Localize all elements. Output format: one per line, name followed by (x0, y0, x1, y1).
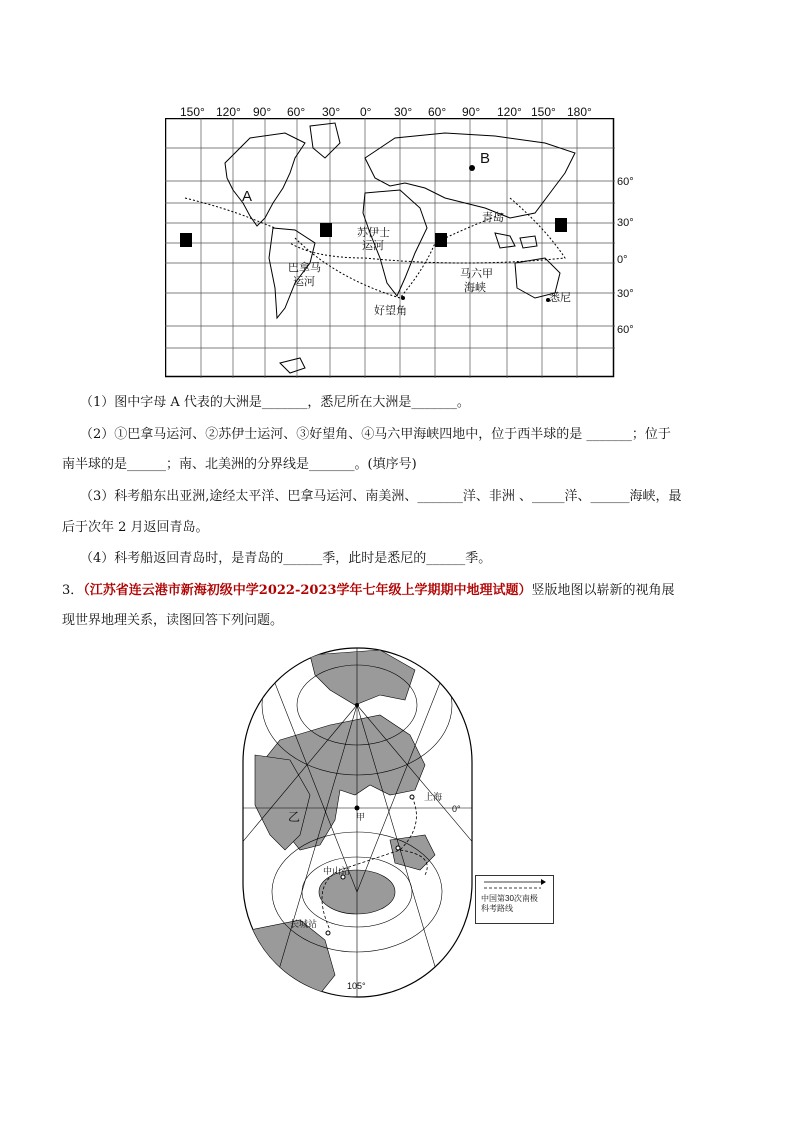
world-map-1 (165, 118, 615, 378)
lon-label: 120° (216, 105, 241, 119)
map-label-b: B (480, 150, 491, 167)
question-3-text-line2: 现世界地理关系，读图回答下列问题。 (62, 613, 284, 628)
map-label-jia: 甲 (356, 812, 366, 822)
lon-label: 150° (531, 105, 556, 119)
point-b-marker (469, 165, 475, 171)
lat-label: 30° (617, 217, 634, 229)
lon-label: 90° (462, 105, 481, 119)
map-label-changcheng: 长城站 (290, 919, 318, 929)
map-label-suez-1: 苏伊士 (357, 227, 390, 239)
map-label-panama-2: 运河 (293, 276, 315, 288)
map-label-suez-2: 运河 (362, 240, 384, 252)
shanghai-marker (410, 795, 414, 799)
legend-text-1: 中国第30次南极 (481, 894, 538, 903)
question-number: 3． (62, 583, 84, 598)
question-source: （江苏省连云港市新海初级中学2022-2023学年七年级上学期期中地理试题） (83, 583, 532, 598)
map-label-yi: 乙 (288, 810, 301, 824)
map-label-panama-1: 巴拿马 (288, 262, 321, 274)
map-label-malacca-2: 海峡 (464, 282, 486, 294)
lon-label: 30° (394, 105, 413, 119)
question-text: 竖版地图以崭新的视角展 (531, 583, 675, 598)
question-2-line1: （2）①巴拿马运河、②苏伊士运河、③好望角、④马六甲海峡四地中，位于西半球的是 _______；位于 (80, 427, 671, 442)
north-pole-marker (355, 703, 359, 707)
question-3-header (62, 580, 722, 602)
question-3-line2: 后于次年 2 月返回青岛。 (62, 520, 209, 535)
lon-label: 30° (322, 105, 341, 119)
map-legend (475, 875, 554, 924)
changcheng-marker (326, 931, 330, 935)
lat-label: 60° (617, 324, 634, 336)
map-label-zhongshan: 中山站 (323, 866, 351, 876)
map-label-sydney: 悉尼 (549, 292, 571, 304)
question-3-line1: （3）科考船东出亚洲,途经太平洋、巴拿马运河、南美洲、_______洋、非洲 、_____洋、______海峡，最 (80, 489, 682, 504)
lon-label: 180° (567, 105, 592, 119)
map-label-shanghai: 上海 (424, 792, 443, 802)
question-1: （1）图中字母 A 代表的大洲是_______，悉尼所在大洲是_______。 (80, 395, 470, 410)
question-2-line2: 南半球的是______；南、北美洲的分界线是_______。(填序号) (62, 457, 417, 472)
cape-marker (401, 296, 405, 300)
ship-icon (320, 223, 332, 237)
lon-label: 90° (253, 105, 272, 119)
lon-label: 150° (180, 105, 205, 119)
australia-station-marker (396, 846, 400, 850)
map-label-qingdao: 青岛 (482, 212, 504, 224)
map-label-malacca-1: 马六甲 (460, 268, 493, 280)
legend-text-2: 科考路线 (481, 904, 513, 913)
lon-label: 0° (360, 105, 372, 119)
map-label-105: 105° (347, 981, 366, 991)
lon-label: 120° (497, 105, 522, 119)
map-label-zero: 0° (452, 804, 461, 814)
question-4: （4）科考船返回青岛时，是青岛的______季，此时是悉尼的______季。 (80, 551, 492, 566)
map-label-a: A (242, 188, 253, 205)
ship-icon (180, 233, 192, 247)
lat-label: 60° (617, 176, 634, 188)
lon-label: 60° (287, 105, 306, 119)
legend-route-icon (476, 876, 553, 892)
map-label-cape: 好望角 (374, 305, 407, 317)
lon-label: 60° (428, 105, 447, 119)
lat-label: 0° (617, 254, 628, 266)
ship-icon (555, 218, 567, 232)
ship-icon (435, 233, 447, 247)
lat-label: 30° (617, 288, 634, 300)
